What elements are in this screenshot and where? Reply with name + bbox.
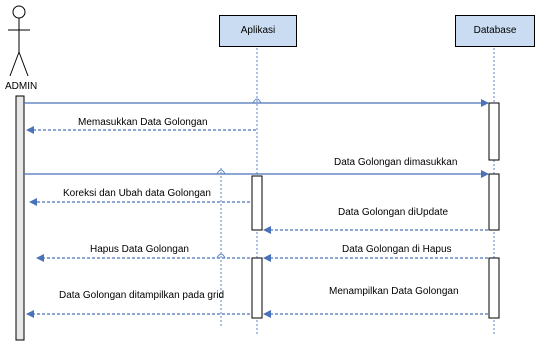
admin-activation-bar [16, 96, 24, 340]
message-label: Menampilkan Data Golongan [329, 286, 459, 297]
message-label: Data Golongan ditampilkan pada grid [59, 290, 225, 301]
message-label: Data Golongan di Hapus [342, 244, 452, 255]
message-label: Data Golongan dimasukkan [334, 157, 458, 168]
message-label: Hapus Data Golongan [90, 244, 189, 255]
db-activation-1 [489, 103, 499, 160]
app-activation-1 [252, 176, 262, 230]
message-label: Memasukkan Data Golongan [78, 117, 208, 128]
db-activation-3 [489, 258, 499, 318]
db-activation-2 [489, 174, 499, 230]
message-label: Data Golongan diUpdate [338, 207, 449, 218]
message-label: Koreksi dan Ubah data Golongan [63, 188, 211, 199]
admin-label: ADMIN [5, 81, 38, 92]
app-lifeline-header: Aplikasi [219, 15, 297, 47]
app-activation-2 [252, 258, 262, 318]
db-lifeline-header: Database [455, 15, 535, 47]
admin-actor-icon [8, 6, 30, 76]
